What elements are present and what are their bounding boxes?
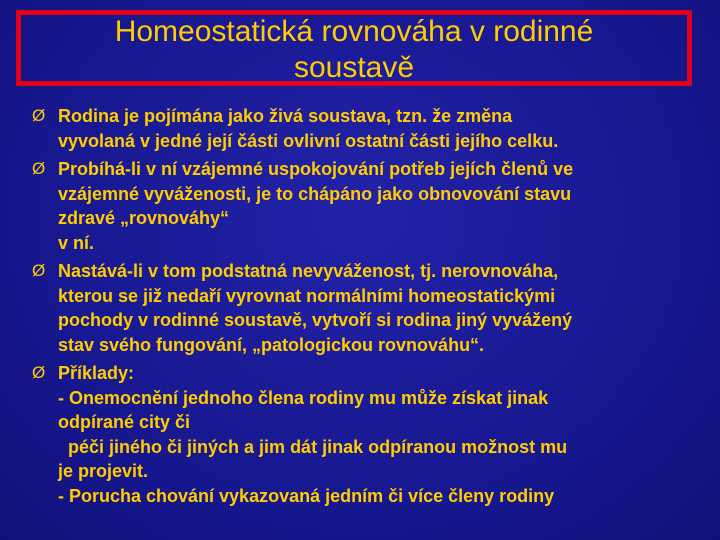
bullet-line: Příklady: [58, 363, 135, 383]
bullet-line: péči jiného či jiných a jim dát jinak odpíranou možnost mu [58, 436, 568, 457]
bullet-item [32, 259, 702, 357]
bullet-line: Rodina je pojímána jako živá soustava, tzn. že změna [58, 106, 513, 126]
bullet-line: zdravé „rovnováhy“ [58, 208, 230, 228]
bullet-line: odpírané city či [58, 412, 191, 432]
bullet-line: Nastává-li v tom podstatná nevyváženost, tj. nerovnováha, [58, 261, 559, 281]
bullet-list [32, 104, 702, 508]
slide-title [16, 14, 692, 86]
bullet-item [32, 157, 702, 255]
arrow-bullet-icon: Ø [32, 106, 46, 125]
bullet-line: stav svého fungování, „patologickou rovnováhu“. [58, 334, 485, 355]
bullet-line: vyvolaná v jedné její části ovlivní ostatní části jejího celku. [58, 130, 559, 151]
bullet-line: - Porucha chování vykazovaná jedním či více členy rodiny [58, 485, 555, 506]
arrow-bullet-icon: Ø [32, 363, 46, 382]
slide-title-line-2: soustavě [293, 51, 415, 84]
bullet-line: kterou se již nedaří vyrovnat normálními homeostatickými [58, 285, 556, 306]
slide-title-line-1: Homeostatická rovnováha v rodinné [114, 15, 594, 48]
bullet-line: je projevit. [58, 461, 149, 481]
bullet-line: vzájemné vyváženosti, je to chápáno jako obnovování stavu [58, 183, 572, 204]
bullet-item [32, 361, 702, 508]
bullet-line: pochody v rodinné soustavě, vytvoří si rodina jiný vyvážený [58, 310, 573, 330]
bullet-line: Probíhá-li v ní vzájemné uspokojování potřeb jejích členů ve [58, 159, 574, 179]
arrow-bullet-icon: Ø [32, 159, 46, 178]
bullet-line: v ní. [58, 232, 95, 253]
bullet-item [32, 104, 702, 153]
bullet-line: - Onemocnění jednoho člena rodiny mu může získat jinak [58, 387, 549, 408]
arrow-bullet-icon: Ø [32, 261, 46, 280]
